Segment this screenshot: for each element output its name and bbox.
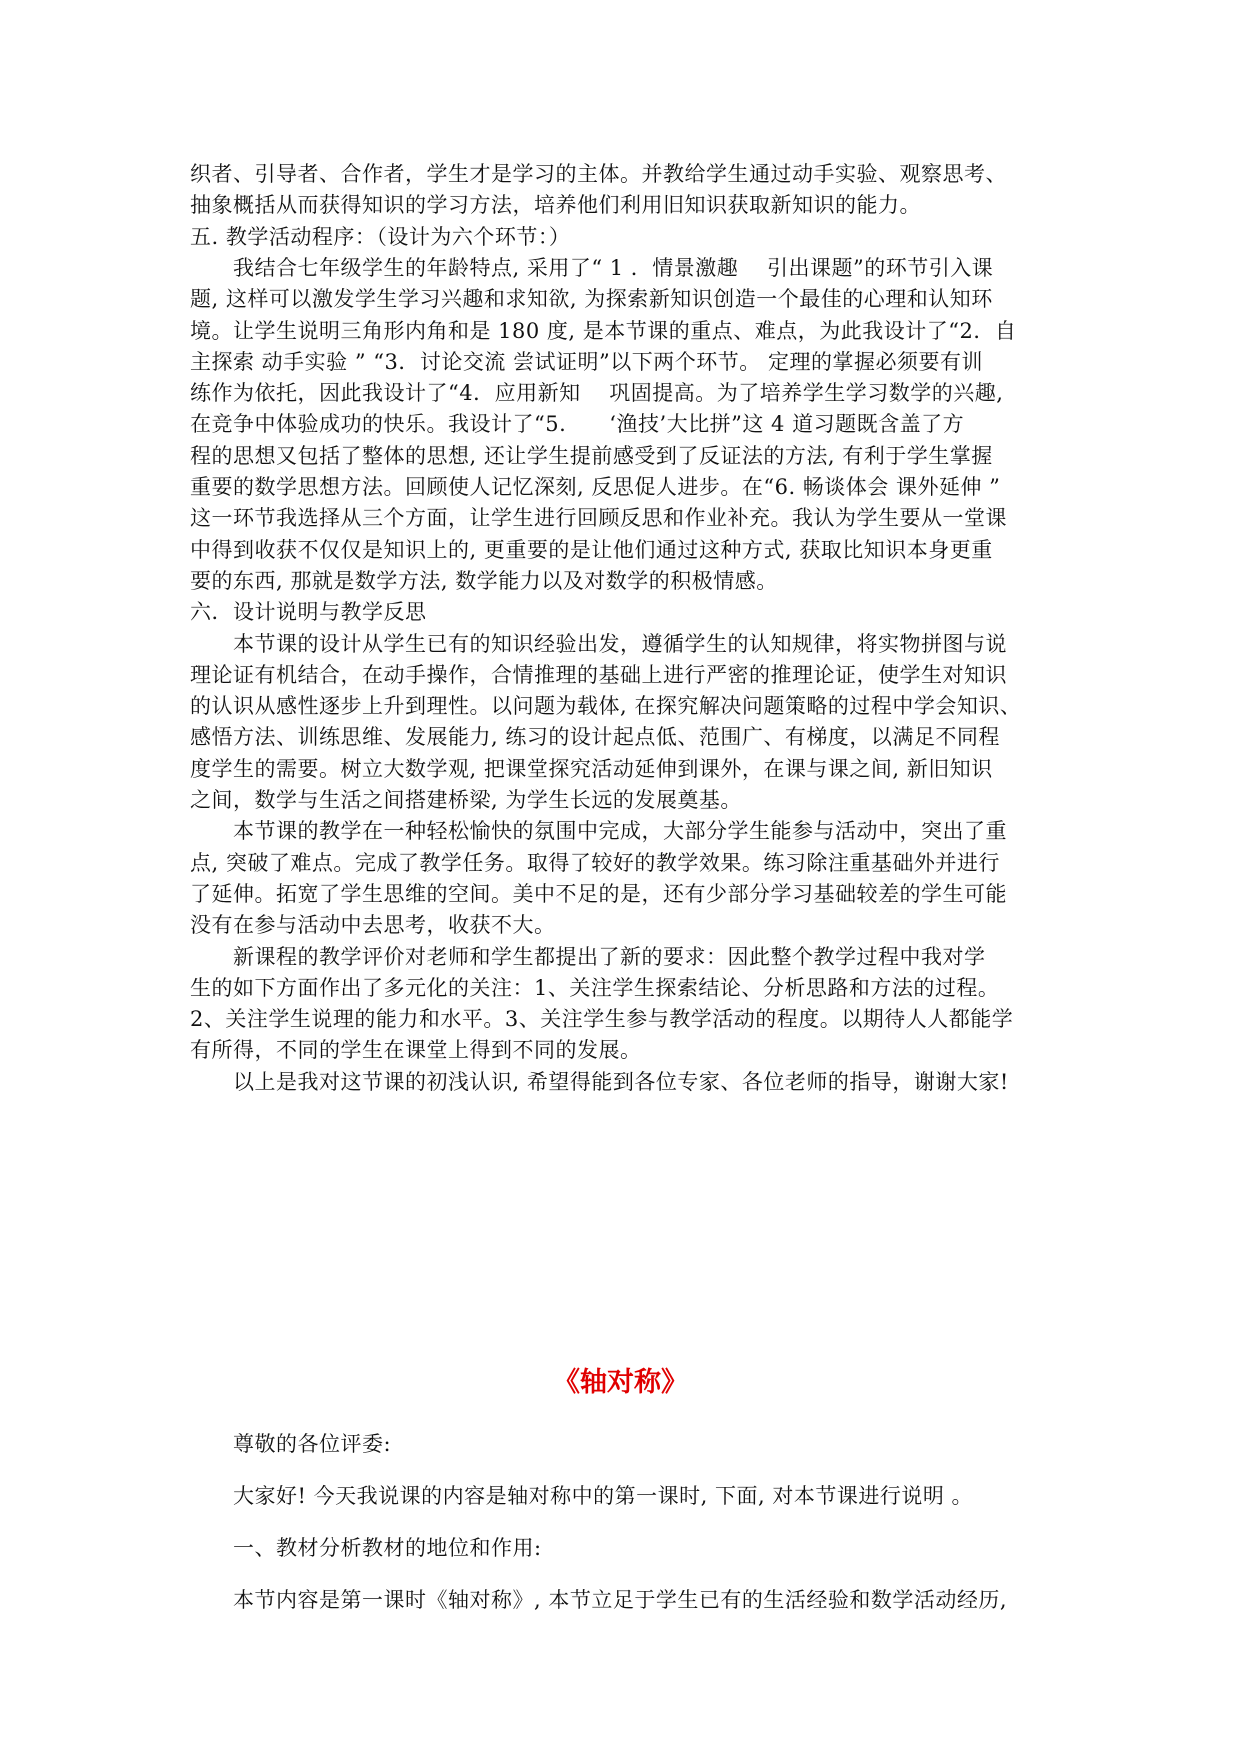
text-line: 的认识从感性逐步上升到理性。以问题为载体, 在探究解决问题策略的过程中学会知识、 bbox=[190, 694, 1022, 718]
text-line: 本节内容是第一课时《轴对称》, 本节立足于学生已有的生活经验和数学活动经历, bbox=[190, 1588, 1008, 1612]
text-line: 大家好! 今天我说课的内容是轴对称中的第一课时, 下面, 对本节课进行说明 。 bbox=[190, 1484, 973, 1508]
text-line: 五. 教学活动程序：（设计为六个环节：） bbox=[190, 225, 571, 249]
text-line: 练作为依托，因此我设计了“4．应用新知 巩固提高。为了培养学生学习数学的兴趣, bbox=[190, 381, 1004, 405]
text-line: 六．设计说明与教学反思 bbox=[190, 600, 427, 624]
document-title: 《轴对称》 bbox=[553, 1367, 688, 1398]
text-line: 生的如下方面作出了多元化的关注：1、关注学生探索结论、分析思路和方法的过程。 bbox=[190, 976, 1000, 1000]
text-line: 理论证有机结合，在动手操作，合情推理的基础上进行严密的推理论证，使学生对知识 bbox=[190, 663, 1007, 687]
text-line: 我结合七年级学生的年龄特点, 采用了“ 1 ．情景激趣 引出课题”的环节引入课 bbox=[190, 256, 994, 280]
text-line: 点, 突破了难点。完成了教学任务。取得了较好的教学效果。练习除注重基础外并进行 bbox=[190, 851, 1000, 875]
text-line: 了延伸。拓宽了学生思维的空间。美中不足的是，还有少部分学习基础较差的学生可能 bbox=[190, 882, 1007, 906]
text-line: 2、关注学生说理的能力和水平。3、关注学生参与教学活动的程度。以期待人人都能学 bbox=[190, 1007, 1014, 1031]
text-line: 抽象概括从而获得知识的学习方法，培养他们利用旧知识获取新知识的能力。 bbox=[190, 193, 921, 217]
text-line: 一、教材分析教材的地位和作用: bbox=[190, 1536, 542, 1560]
text-line: 境。让学生说明三角形内角和是 180 度, 是本节课的重点、难点，为此我设计了“2．自 bbox=[190, 319, 1017, 343]
text-line: 感悟方法、训练思维、发展能力, 练习的设计起点低、范围广、有梯度，以满足不同程 bbox=[190, 725, 1000, 749]
text-line: 要的东西, 那就是数学方法, 数学能力以及对数学的积极情感。 bbox=[190, 569, 778, 593]
text-line: 在竞争中体验成功的快乐。我设计了“5. ‘渔技’大比拼”这 4 道习题既含盖了方 bbox=[190, 412, 965, 436]
text-line: 织者、引导者、合作者，学生才是学习的主体。并教给学生通过动手实验、观察思考、 bbox=[190, 162, 1007, 186]
text-line: 没有在参与活动中去思考，收获不大。 bbox=[190, 913, 556, 937]
text-line: 新课程的教学评价对老师和学生都提出了新的要求：因此整个教学过程中我对学 bbox=[190, 945, 986, 969]
text-line: 尊敬的各位评委: bbox=[190, 1432, 392, 1456]
text-line: 度学生的需要。树立大数学观, 把课堂探究活动延伸到课外，在课与课之间, 新旧知识 bbox=[190, 757, 993, 781]
text-line: 重要的数学思想方法。回顾使人记忆深刻, 反思促人进步。在“6. 畅谈体会 课外延伸 ” bbox=[190, 475, 1001, 499]
text-line: 主探索 动手实验 ” “3．讨论交流 尝试证明”以下两个环节。 定理的掌握必须要有训 bbox=[190, 350, 983, 374]
text-line: 本节课的设计从学生已有的知识经验出发，遵循学生的认知规律，将实物拼图与说 bbox=[190, 632, 1007, 656]
text-line: 这一环节我选择从三个方面，让学生进行回顾反思和作业补充。我认为学生要从一堂课 bbox=[190, 506, 1007, 530]
text-line: 以上是我对这节课的初浅认识, 希望得能到各位专家、各位老师的指导，谢谢大家! bbox=[190, 1070, 1009, 1094]
text-line: 有所得，不同的学生在课堂上得到不同的发展。 bbox=[190, 1038, 642, 1062]
text-line: 中得到收获不仅仅是知识上的, 更重要的是让他们通过这种方式, 获取比知识本身更重 bbox=[190, 538, 993, 562]
text-line: 题, 这样可以激发学生学习兴趣和求知欲, 为探索新知识创造一个最佳的心理和认知环 bbox=[190, 287, 993, 311]
text-line: 本节课的教学在一种轻松愉快的氛围中完成，大部分学生能参与活动中，突出了重 bbox=[190, 819, 1007, 843]
text-line: 程的思想又包括了整体的思想, 还让学生提前感受到了反证法的方法, 有利于学生掌握 bbox=[190, 444, 993, 468]
text-line: 之间，数学与生活之间搭建桥梁, 为学生长远的发展奠基。 bbox=[190, 788, 742, 812]
